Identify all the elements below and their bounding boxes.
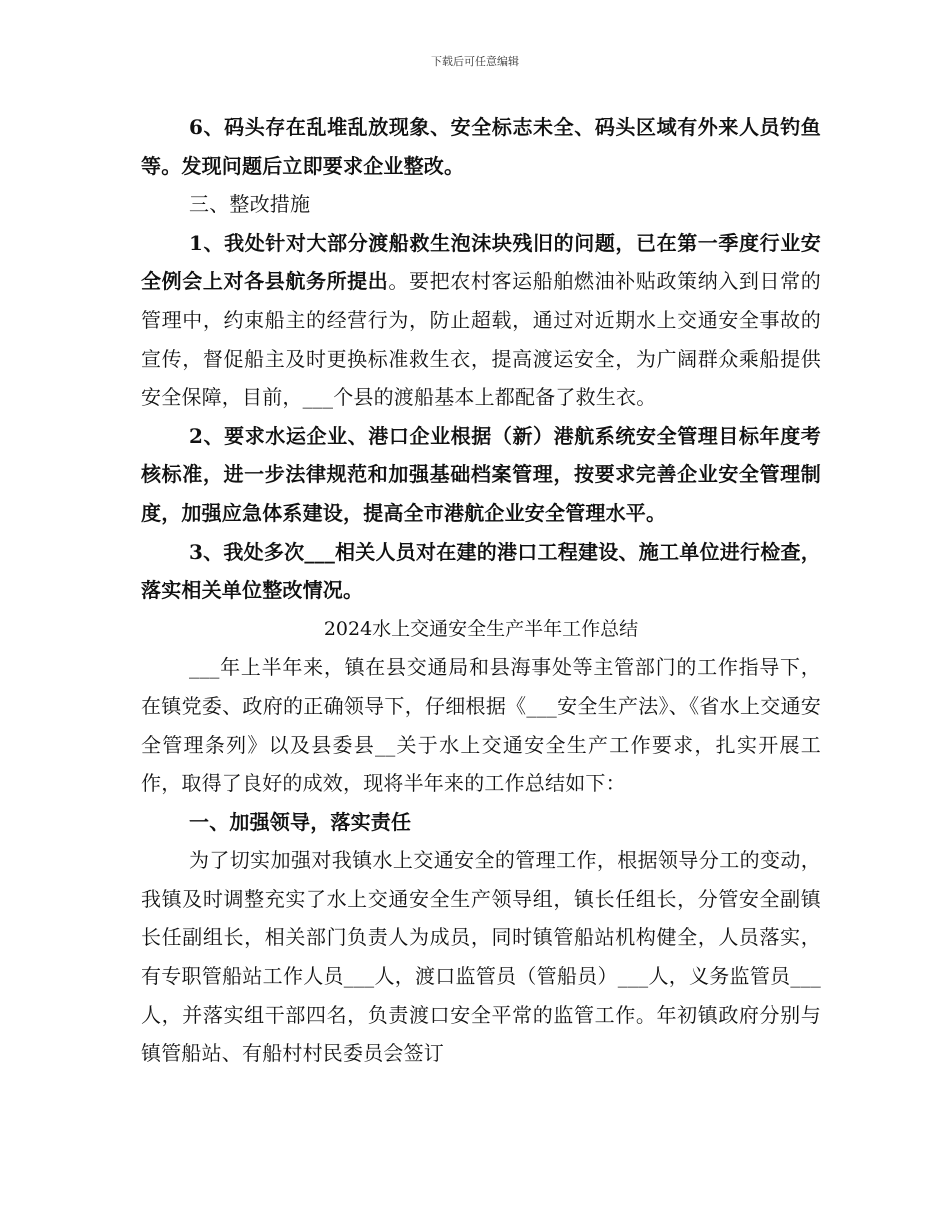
page-header-note: 下载后可任意编辑 (431, 55, 519, 68)
paragraph-measure-2: 2、要求水运企业、港口企业根据（新）港航系统安全管理目标年度考核标准，进一步法律规范和加强基础档案管理，按要求完善企业安全管理制度，加强应急体系建设，提高全市港航企业安全管理水平。 (141, 423, 821, 525)
paragraph-leadership-body: 为了切实加强对我镇水上交通安全的管理工作，根据领导分工的变动，我镇及时调整充实了水上交通安全生产领导组，镇长任组长，分管安全副镇长任副组长，相关部门负责人为成员，同时镇管船站机构健全，人员落实，有专职管船站工作人员___人，渡口监管员（管船员）___人，义务监管员___人，并落实组干部四名，负责渡口安全平常的监管工作。年初镇政府分别与镇管船站、有船村村民委员会签订 (141, 848, 821, 1066)
measure-1-bold-text: 1、我处针对大部分渡船救生泡沫块残旧的问题，已在第一季度行业安全例会上对各县航务所提出 (141, 230, 821, 294)
section-heading-rectification: 三、整改措施 (189, 192, 311, 217)
paragraph-measure-3: 3、我处多次___相关人员对在建的港口工程建设、施工单位进行检查，落实相关单位整改情况。 (141, 539, 821, 603)
document-title: 2024水上交通安全生产半年工作总结 (323, 617, 639, 640)
measure-1-rest-text: 。要把农村客运船舶燃油补贴政策纳入到日常的管理中，约束船主的经营行为，防止超载，通过对近期水上交通安全事故的宣传，督促船主及时更换标准救生衣，提高渡运安全，为广阔群众乘船提供安全保障，目前，___个县的渡船基本上都配备了救生衣。 (141, 269, 821, 410)
section-heading-leadership: 一、加强领导，落实责任 (189, 809, 412, 834)
paragraph-measure-1 (141, 224, 821, 417)
paragraph-intro: ___年上半年来，镇在县交通局和县海事处等主管部门的工作指导下，在镇党委、政府的正确领导下，仔细根据《___安全生产法》、《省水上交通安全管理条列》以及县委县__关于水上交通安全生产工作要求，扎实开展工作，取得了良好的成效，现将半年来的工作总结如下： (141, 655, 821, 796)
paragraph-issue-6: 6、码头存在乱堆乱放现象、安全标志未全、码头区域有外来人员钓鱼等。发现问题后立即要求企业整改。 (141, 115, 821, 178)
document-body (141, 108, 821, 1073)
